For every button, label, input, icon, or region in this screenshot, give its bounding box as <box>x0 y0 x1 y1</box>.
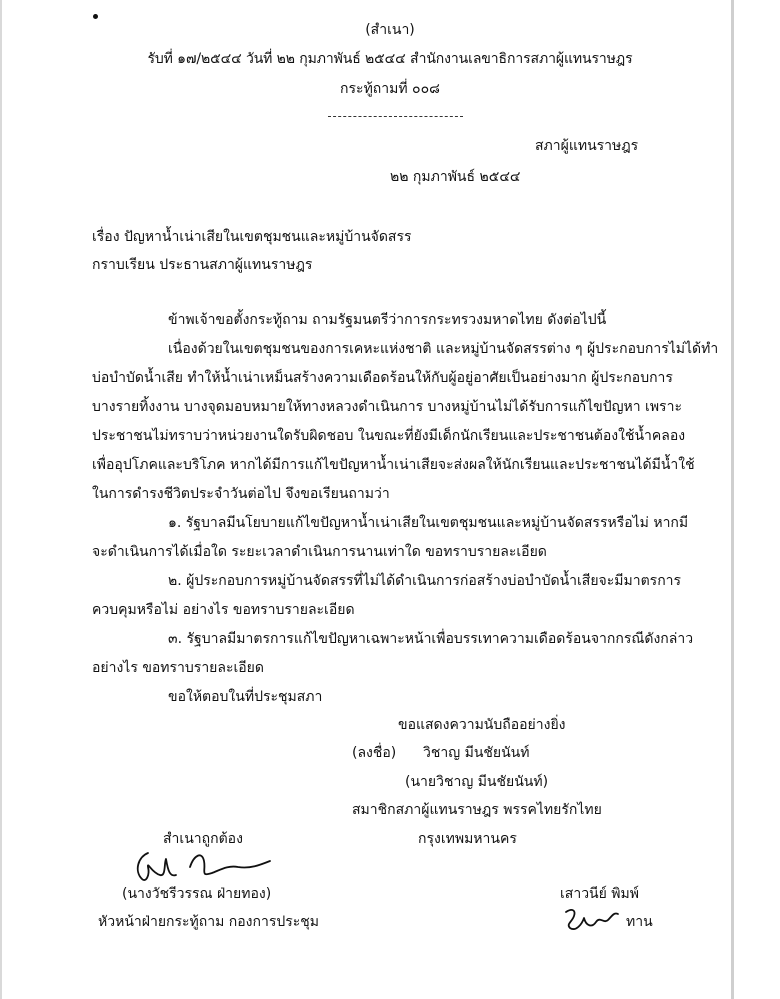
question-1-line: จะดำเนินการได้เมื่อใด ระยะเวลาดำเนินการนานเท่าใด ขอทราบรายละเอียด <box>92 544 547 560</box>
certified-copy-label: สำเนาถูกต้อง <box>163 831 243 847</box>
subject: เรื่อง ปัญหาน้ำเน่าเสียในเขตชุมชนและหมู่บ้านจัดสรร <box>92 229 412 245</box>
paragraph-line: ประชาชนไม่ทราบว่าหน่วยงานใดรับผิดชอบ ในขณะที่ยังมีเด็กนักเรียนและประชาชนต้องใช้น้ำคลอง <box>92 428 686 444</box>
left-page-edge <box>0 0 2 999</box>
copy-label: (สำเนา) <box>365 22 415 38</box>
checked-by: ทาน <box>626 914 653 930</box>
signed-label: (ลงชื่อ) <box>352 745 397 761</box>
typed-by: เสาวนีย์ พิมพ์ <box>560 886 639 902</box>
question-2-line: ควบคุมหรือไม่ อย่างไร ขอทราบรายละเอียด <box>92 602 355 618</box>
question-number: กระทู้ถามที่ ๐๐๘ <box>340 81 440 97</box>
receipt-line: รับที่ ๑๗/๒๕๔๔ วันที่ ๒๒ กุมภาพันธ์ ๒๕๔๔ สำนักงานเลขาธิการสภาผู้แทนราษฎร <box>147 51 633 67</box>
paragraph-line: เพื่ออุปโภคและบริโภค หากได้มีการแก้ไขปัญหาน้ำเน่าเสียจะส่งผลให้นักเรียนและประชาชนได้มีน้ำใช้ <box>92 457 695 473</box>
member-position: สมาชิกสภาผู้แทนราษฎร พรรคไทยรักไทย <box>352 802 602 818</box>
salutation: กราบเรียน ประธานสภาผู้แทนราษฎร <box>92 257 313 273</box>
signed-name: วิชาญ มีนชัยนันท์ <box>423 745 530 761</box>
intro-line: ข้าพเจ้าขอตั้งกระทู้ถาม ถามรัฐมนตรีว่าการกระทรวงมหาดไทย ดังต่อไปนี้ <box>168 312 607 328</box>
sender-office: สภาผู้แทนราษฎร <box>535 138 639 154</box>
respect-line: ขอแสดงความนับถืออย่างยิ่ง <box>398 717 566 733</box>
certifier-name: (นางวัชรีวรรณ ฝ่ายทอง) <box>122 886 272 902</box>
paragraph-line: บ่อบำบัดน้ำเสีย ทำให้น้ำเน่าเหม็นสร้างความเดือดร้อนให้กับผู้อยู่อาศัยเป็นอย่างมาก ผู้ประกอบการ <box>92 370 673 386</box>
paragraph-line: บางรายทิ้งงาน บางจุดมอบหมายให้ทางหลวงดำเนินการ บางหมู่บ้านไม่ได้รับการแก้ไขปัญหา เพราะ <box>92 399 682 415</box>
question-3-line: ๓. รัฐบาลมีมาตรการแก้ไขปัญหาเฉพาะหน้าเพื่อบรรเทาความเดือดร้อนจากกรณีดังกล่าว <box>168 631 694 647</box>
paragraph-line: เนื่องด้วยในเขตชุมชนของการเคหะแห่งชาติ และหมู่บ้านจัดสรรต่าง ๆ ผู้ประกอบการไม่ได้ทำ <box>168 341 719 357</box>
question-3-line: อย่างไร ขอทราบรายละเอียด <box>92 660 264 676</box>
question-2-line: ๒. ผู้ประกอบการหมู่บ้านจัดสรรที่ไม่ได้ดำเนินการก่อสร้างบ่อบำบัดน้ำเสียจะมีมาตรการ <box>168 573 682 589</box>
closing-request: ขอให้ตอบในที่ประชุมสภา <box>168 689 323 705</box>
scan-speck <box>93 14 98 19</box>
checker-signature <box>562 906 622 934</box>
header-separator <box>328 116 463 117</box>
certifier-title: หัวหน้าฝ่ายกระทู้ถาม กองการประชุม <box>98 914 320 930</box>
right-page-edge <box>731 0 734 999</box>
paragraph-line: ในการดำรงชีวิตประจำวันต่อไป จึงขอเรียนถามว่า <box>92 486 390 502</box>
question-1-line: ๑. รัฐบาลมีนโยบายแก้ไขปัญหาน้ำเน่าเสียในเขตชุมชนและหมู่บ้านจัดสรรหรือไม่ หากมี <box>168 515 689 531</box>
printed-name: (นายวิชาญ มีนชัยนันท์) <box>405 774 549 790</box>
sender-date: ๒๒ กุมภาพันธ์ ๒๕๔๔ <box>390 169 521 185</box>
province: กรุงเทพมหานคร <box>418 831 517 847</box>
